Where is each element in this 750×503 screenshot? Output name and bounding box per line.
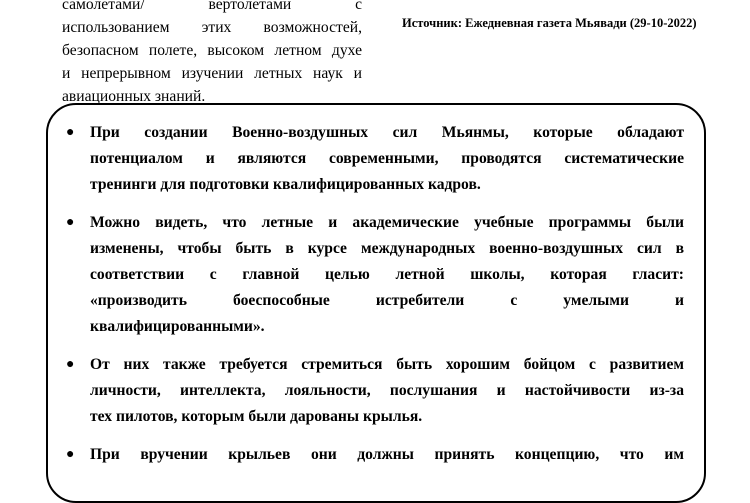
bullet-line: соответствии с главной целью летной школы, которая гласит: [90, 266, 684, 283]
bullet-list [62, 120, 684, 480]
bullet-line: При создании Военно-воздушных сил Мьянмы, которые обладают [90, 124, 684, 141]
bullet-icon: ● [66, 447, 75, 462]
bullet-line: личности, интеллекта, лояльности, послушания и настойчивости из-за [90, 382, 684, 399]
source-caption: Источник: Ежедневная газета Мьявади (29-10-2022) [402, 16, 697, 30]
list-item [62, 210, 684, 340]
paragraph-line: авиационных знаний. [62, 88, 206, 105]
list-item [62, 442, 684, 468]
paragraph-line: самолетами/ вертолетами с [62, 0, 362, 13]
bullet-line: Можно видеть, что летные и академические учебные программы были [90, 214, 684, 231]
bullet-line: От них также требуется стремиться быть хорошим бойцом с развитием [90, 356, 684, 373]
bullet-line: изменены, чтобы быть в курсе международных военно-воздушных сил в [90, 240, 684, 257]
bullet-icon: ● [66, 125, 75, 140]
paragraph-line: и непрерывном изучении летных наук и [62, 65, 362, 82]
article-paragraph-fragment [62, 0, 362, 108]
bullet-line: квалифицированными». [90, 318, 265, 335]
bullet-line: тех пилотов, которым были дарованы крылья. [90, 408, 423, 425]
bullet-line: При вручении крыльев они должны принять концепцию, что им [90, 446, 684, 463]
bullet-icon: ● [66, 357, 75, 372]
list-item [62, 120, 684, 198]
paragraph-line: использованием этих возможностей, [62, 19, 362, 36]
bullet-line: «производить боеспособные истребители с умелыми и [90, 292, 684, 309]
bullet-line: потенциалом и являются современными, проводятся систематические [90, 150, 684, 167]
bullet-icon: ● [66, 215, 75, 230]
bullet-line: тренинги для подготовки квалифицированных кадров. [90, 176, 481, 193]
paragraph-line: безопасном полете, высоком летном духе [62, 42, 362, 59]
list-item [62, 352, 684, 430]
